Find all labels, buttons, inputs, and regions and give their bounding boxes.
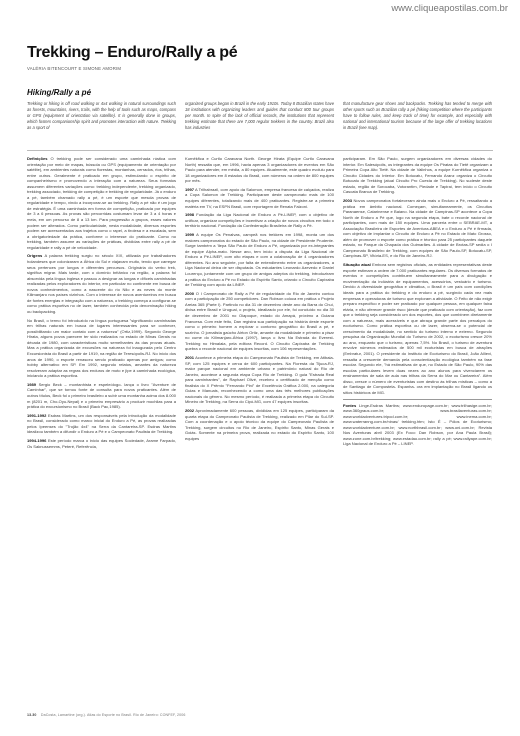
paragraph-text: O trekking pode ser considerado uma caminhada rústica com orientação por meio de mapas, bússola ou GPS (equipamento de orientação por satélite), em ambientes naturais como florestas, montanhas, cerrados, rios, trilhas, entre outros. Geralmente é praticado em grupo, estimulando o espírito de companheirismo e promovendo a interação com a natureza. Seus formatos assumem diferentes variações como: trekking independente, trekking organizado, trekking associado, trekking de competição e trekking de regularidade. Já o enduro a pé, também chamado rally a pé, é um esporte que mescla provas de regularidade e tempo, vindo a incorporar-se ao trekking. Rally a pé não é um jogo de estratégia. É uma caminhada em forma de competição, praticada por equipes de 3 a 6 pessoas. As provas são percorridas costumam levar de 3 a 4 horas e meia, em um percurso de 8 a 13 km. Para progressão a grupos, esses valores podem ser alterados. Como particularidade, nesta modalidade, diversos esportes podem ser acrescentados aos trajetos como o rapel, a tirolesa e a escalada, sem a obrigatoriedade da prática, conforme o interesse do praticante. Como no trekking, também assume as variações de práticas, divididas entre rally a pé de regularidade e rally a pé de velocidade. — [27, 156, 176, 250]
paragraph-text: Aproximadamente 600 pessoas, divididas em 125 equipes, participaram da quarta etapa do Campeonato Paulista de Trekking, realizado em Pilar do Sul-SP. Com a coordenação e o apoio técnico da equipe do Campeonato Paulista de Trekking, surgem circuitos no Rio de Janeiro, Espírito Santo, Minas Gerais e Goiás. Somente na primeira prova, realizada no estado do Espírito Santo, 100 equipes — [185, 408, 334, 441]
body-column — [185, 156, 334, 686]
divider — [27, 150, 493, 151]
paragraph-lead: Fontes — [343, 402, 357, 408]
body-paragraph — [343, 262, 492, 395]
paragraph-text: Esdras Martins, um dos responsáveis pela introdução da modalidade no Brasil, considerado como marco inicial do Enduro a Pé, as provas realizadas pelos Ipeenses do "Trojão 4x4" na Serra da Cantareira-SP. Esdras Martins idealizou também a difundir o Enduro a Pé e o Campeonato Paulista de Trekking. — [27, 412, 176, 435]
paragraph-text: Acontece a primeira etapa do Campeonato Paulista de Trekking, em Atibaia-SP, com 125 equipes e cerca de 600 participantes. Na Floresta da Tijuca-RJ, maior parque nacional em ambiente urbano e patrimônio natural do Rio de Janeiro, acontece a segunda etapa Copa Rio de Trekking. O guia "Estrada Real para caminhantes", de Raphael Olivé, recebeu o certificado de menção como finalista do X Prêmio "Fernando Pini" de Excelência Gráfica 2.000, na categoria Guias e Manuais, reconhecendo a como uma das três melhores publicações nacionais do gênero. No mesmo período, é realizada a primeira etapa do Circuito Mineiro de Trekking, na Serra do Cipó-MG, com 47 equipes inscritas. — [185, 354, 334, 405]
body-column — [343, 156, 492, 686]
body-paragraph — [27, 318, 176, 379]
body-paragraph — [27, 156, 176, 250]
paragraph-lead: 2001 — [185, 354, 195, 360]
paragraph-lead: 1991-1992 — [27, 412, 47, 418]
paragraph-lead: 1994-1996 — [27, 438, 47, 444]
paragraph-text: No Brasil, o termo foi introduzido na língua portuguesa "significando caminhadas em trilhas naturais em busca de lugares interessantes para se conhecer, possibilitando um maior contato com a natureza" (Ortiz,1999). Segundo George Hirata, alguns povos parecem ter sido realizados no estado de Minas Gerais no década de 1980, com características muito semelhantes às das provas atuais. Mas a prática organizada de excursões na natureza foi inaugurada pelo Centro Excursionista do Brasil a partir de 1919, na região de Teresópolis-RJ. No início dos anos de 1990, o esporte renasceu sendo praticado apenas por amigos; como hobby alternativo em SP. Em 1992, segundo relatos, amantes da natureza resolveram adaptar as regras dos enduros de moto e jipe à caminhada ecológica, iniciando a prática esportiva. — [27, 317, 176, 379]
body-paragraph — [27, 253, 176, 314]
body-paragraph — [185, 232, 334, 287]
paragraph-text: A palavra trekking surgiu no século XIX, utilizada por trabalhadores holandeses que colonizaram a África do Sul e viajavam muito, tendo que carregar seus pertences por longos e diferentes percursos. Originária do verbo trek, significa migrar. Mais tarde, com o domínio britânico na região, a palavra foi absorvida pela língua inglesa e passou a designar as longas e difíceis caminhadas realizadas pelos exploradores do interior, em particular no continente em busca de novos conhecimentos, como a nascente do rio Nilo e as neves do monte Kilimanjaro nos países vizinhos. Com o interesse de novos aventureiros em busca de fontes energias e integração com a natureza, o trekking começa a configurar-se como prática esportiva no de lazer, também conhecida pela denominação hiking ou backpacking. — [27, 253, 176, 314]
paragraph-lead: 2000 — [185, 290, 195, 296]
abstract — [27, 101, 493, 131]
body-paragraph — [27, 438, 176, 449]
abstract-column: Trekking or hiking is off road walking or 4x4 walking in natural surroundings such as forests, mountains, rivers, trails, with the help of tools such as maps, compass or GPS (equipment of orientation via satellite). It is generally done in groups, which fosters companionship spirit and promotes interaction with nature. Trekking as a sport of — [27, 101, 176, 131]
article-authors: VALÉRIA BITENCOURT E SIMONE AMORIM — [27, 66, 122, 71]
paragraph-text: Novos campeonatos fortaleceram ainda mais o Enduro a Pé, ressaltando a prática em âmbito nacional. Começam, simultaneamente, os Circuitos Paranaense, Catarinense e Baiano. Na cidade de Campinas-SP acontece a Copa North de Enduro a Pé que, logo na segunda etapa, bate o recorde nacional de participantes, com mais de 150 equipes. Uma parceria entre o SEBRAE-MT, a Associação Brasileira de Esportes de Aventura-ABEA e o Enduro a Pé é firmada, com objetivo de implantar o Circuito de Enduro a Pé no Estado de Mato Grosso, além de promover o esporte como prática e técnico para 25 participantes daquele estado, no Parque da Chapada dos Guimarães. A cidade de Brotas-SP sedia o I Campeonato Brasileiro de Trekking, com equipes de São Paulo-SP, Botucatu-SP, Campinas-SP, Vitória-ES, e do Rio de Janeiro-RJ. — [343, 198, 492, 259]
paragraph-text: Embora sem registros oficiais, as entidades representativas deste esporte estimam a ordem de 7.000 praticantes regulares. Os diversos formatos de eventos e competições contribuem simultaneamente para a divulgação e movimentação da indústria de equipamentos, acessórios, vestuário e turismo. Devido à diversidade geográfica e climática, o Brasil é um país com condições ideais para a prática do trekking e do enduro a pé, surgindo cada vez mais empresas e operadoras de turismo que exploram a atividade. O Feito de não exigir preparo específico e poder ser praticado por qualquer pessoa, em qualquer faixa etária, e não oferecer grande risco (desde que praticado com orientação), faz com que o trekking seja considerado um dos esportes, dos que combinem diretamente com a natureza, mais acessíveis e que abraça grande parte dos percalços do ecoturismo. Como prática esportiva ou de lazer, observa-se o potencial de crescimento da modalidade, no sentido do turismo interno e externo. Segundo pesquisa da Organização Mundial do Turismo de 2002, o ecoturismo cresce 20% ao ano, enquanto que o turismo, apenas 7,5%. No Brasil, o turismo de aventura envolve números estimados de 500 mil ecoturistas em busca de atrações (Embratur, 2001). O presidente do Instituto de Ecoturismo do Brasil, João Allievi, ressalta a crescente demanda pela conscientização ecológica também na fase escolar. Segundo ele, "há estimativas de que, no Estado de São Paulo, 90% das escolas particulares levem duas vezes ao ano alunos para vivenciarem os ensinamentos de sala de aula nas trilhas da Serra do Mar ou Cantareira". Além disso, cresce o número de eventuristas com destino às trilhas místicas – como a de Santiago de Compostela- Espanha- ora em implantação no Brasil ligando os sítios históricos de MG. — [343, 262, 493, 395]
body-paragraph — [27, 413, 176, 435]
paragraph-lead: 1989 — [27, 381, 37, 387]
paragraph-lead: 2003 — [343, 198, 353, 204]
body-paragraph — [185, 355, 334, 405]
sources-paragraph — [343, 399, 492, 447]
body-paragraph — [343, 198, 492, 259]
paragraph-text: Linge-Esdras Martins; www.enduropage.com.br; www.trilhasige.com.br; www.360graus.com.br; www.brasilaventuras.com.br; www.worldadventures.tripod.com.br; www.inema.com.br; www.waterranng.com.br/ninas/ trekking.htm; Isto É – Pólos de Ecoturismo; www.worldadventure.com.br; www.northbrasil.com.br; www.oni.com.br; Revista Nos Aventuras abril 2003 (Ex Foco: Dan Robson, por Ana Paula Brasil); www.zone.com.br/trekking; www.estadao.com.br; rally a pé; www.rallyape.com.br; Liga Nacional de Enduro a Pé – LINEP. — [343, 402, 492, 447]
paragraph-text: Este período marca o início das equipes Sociedade, Arame Farpado, Os Saknussemms, Peteré, Referência, — [27, 438, 176, 449]
body-paragraph — [185, 291, 334, 352]
page-number: 13.30 — [27, 713, 37, 717]
body-paragraph — [185, 156, 334, 184]
article-body — [27, 156, 493, 686]
paragraph-lead: Definições — [27, 156, 48, 161]
body-paragraph — [343, 156, 492, 195]
abstract-column: organized groups began in Brazil in the early 1910s. Today 8 Brazilian states have 18 institutions with organizing leaders and guides that conduct 800 tour groups per month. In spite of the lack of official records, the institutions that represent trekking estimate that there are 7,000 regular trekkers in the country. Brazil also has industries — [185, 101, 334, 131]
paragraph-text: A equipe Os Penalvas, campeã nos trekkers em 1998, monta um dos maiores campeonatos do estado de São Paulo, na cidade de Presidente Prudente. Surge também a 'Ilepa São Paulo de Enduro a Pé, organizada por ex-integrantes de equipe Alpha-mato. Nesse ano, tem início a disputa da Liga Nacional de Enduro a Pé-LINEP, com oito etapas e com a colaboração de 4 organizadores diferentes. No ano seguinte, por falta de entendimento entre os organizadores, a Liga Nacional deixa de ser disputada. Os estudantes Leonardo Azevedo e Daniel Lourenço, juntamente com um grupo de amigos adeptos do trekking, introduziram a prática do Enduro a Pé no Estado do Espírito Santo, criando o Circuito Capixaba de Trekking com apoio da LINEP. — [185, 232, 334, 288]
paragraph-lead: 1997 — [185, 186, 195, 192]
paragraph-text: Kurnêkfica e Curtlo Caravana North. George Hirata (Equipe Curtlo Caravana North) ressalta que, em 1996, havia apenas 3 organizadores de eventos em São Paulo para atender, em média, a 80 equipes. Atualmente, este quadro evoluiu para 18 organizadores em 8 estados do Brasil, com números na ordem de 800 equipes por mês. — [185, 156, 334, 184]
paragraph-lead: Origens — [27, 253, 43, 259]
site-url[interactable]: www.cliqueapostilas.com.br — [391, 3, 508, 14]
paragraph-text: participaram. Em São Paulo, surgem organizadores em diversas cidades do interior. Em Salesópolis, os integrantes da equipe Os Piratas do Tietê organizam a Primeira Copa Alto Tietê. Na cidade de Valinhos, a equipe Kurnêkfica organiza o Circuito Cidades do Interior. Em Botucatu, Fernando Aranz organiza o Circuito Botucatu de Trekking (atual Circuito Pro Cuesta de Trekking). No sudeste deste estado, região de Sorocaba, Votorantim, Piedade e Tapiraí, tem início o Circuito Cascata Branca de Trekking. — [343, 156, 492, 195]
article-title: Trekking – Enduro/Rally a pé — [27, 44, 238, 61]
paragraph-lead: Situação atual — [343, 262, 371, 268]
body-paragraph — [185, 408, 334, 441]
paragraph-lead: 1999 — [185, 232, 195, 238]
body-paragraph — [185, 212, 334, 229]
abstract-column: that manufacture gear shoes and backpacks. Trekking has tended to merge with other sports such as Brazilian rally a pé (hiking competition where the participants have to follow rules, and keep track of time) for example, and especially with national and international tourism because of the large offer of trekking locations in Brazil (see map). — [343, 101, 492, 131]
citation: DaCosta, Lamartine (org.). Atlas do Esporte no Brasil. Rio de Janeiro: CONFEF, 2006 — [40, 713, 186, 717]
page-footer — [27, 713, 185, 717]
body-paragraph — [27, 382, 176, 410]
paragraph-lead: 1998 — [185, 212, 195, 218]
body-paragraph — [185, 187, 334, 209]
paragraph-text: Sergio Beck – montanhista e espeleólogo- lança o livro "Aventure de Caminhar", que se tornou fonte de consulta para novos praticantes. Além de outros títulos, Beck foi o primeiro brasileiro a subir uma montanha acima dos 8.000 m (8201 m, Cho-Oyu-Nepal) e o primeiro empresário a produzir mochilas para a prática do excursionismo no Brasil (Back Pac,1985). — [27, 381, 176, 410]
body-column — [27, 156, 176, 686]
paragraph-text: O I Campeonato de Rally a Pé de regularidade do Rio de Janeiro contou com a participação de 250 competidores. Dan Robson coloca em prática o Projeto Areias 365 (Parte I). Partindo no dia 31 de dezembro deste ano da Barra do Chuí, divisa entre Brasil e Uruguai, o projeto, idealizado por ele, foi concluído no dia 30 de dezembro de 2001 no Oiapoque, estado do Amapá, próximo a Guiana Francesa. Com este feito, Dan registra sua participação na história deste esporte como o primeiro homem a explorar o contorno geográfico do Brasil a pé, e sozinho. O jornalista gaúcho Airton Ortiz, amante da modalidade e primeiro a pisar no cume do Kilimanjaro-África (1997), lança o livro Na Estrada do Everest-Trekking no Himalaia, pela editora Record. O Circuito Capixaba de Trekking quebra o recorde nacional de equipes inscritas, com 106 representações. — [185, 290, 334, 352]
paragraph-text: A Trilhabrazil, com apoio da Salomon, empresa francesa de calçados, realiza a Copa Salomon de Trekking. Participaram deste campeonato mais de 100 equipes diferentes, totalizando mais de 400 praticantes. Registre-se a primeira matéria em TV, na ESPN Brasil, com reportagem de Renata Falzoni. — [185, 186, 334, 209]
paragraph-text: Fundação da Liga Nacional de Enduro a Pé-LINEP, com o objetivo de unificar, organizar competições e incentivar a criação de novos circuitos em todo o território nacional. Fundação da Confederação Brasileira de Rally a Pé. — [185, 212, 334, 229]
section-heading: Hiking/Rally a pé — [27, 88, 92, 97]
paragraph-lead: 2002 — [185, 408, 195, 414]
